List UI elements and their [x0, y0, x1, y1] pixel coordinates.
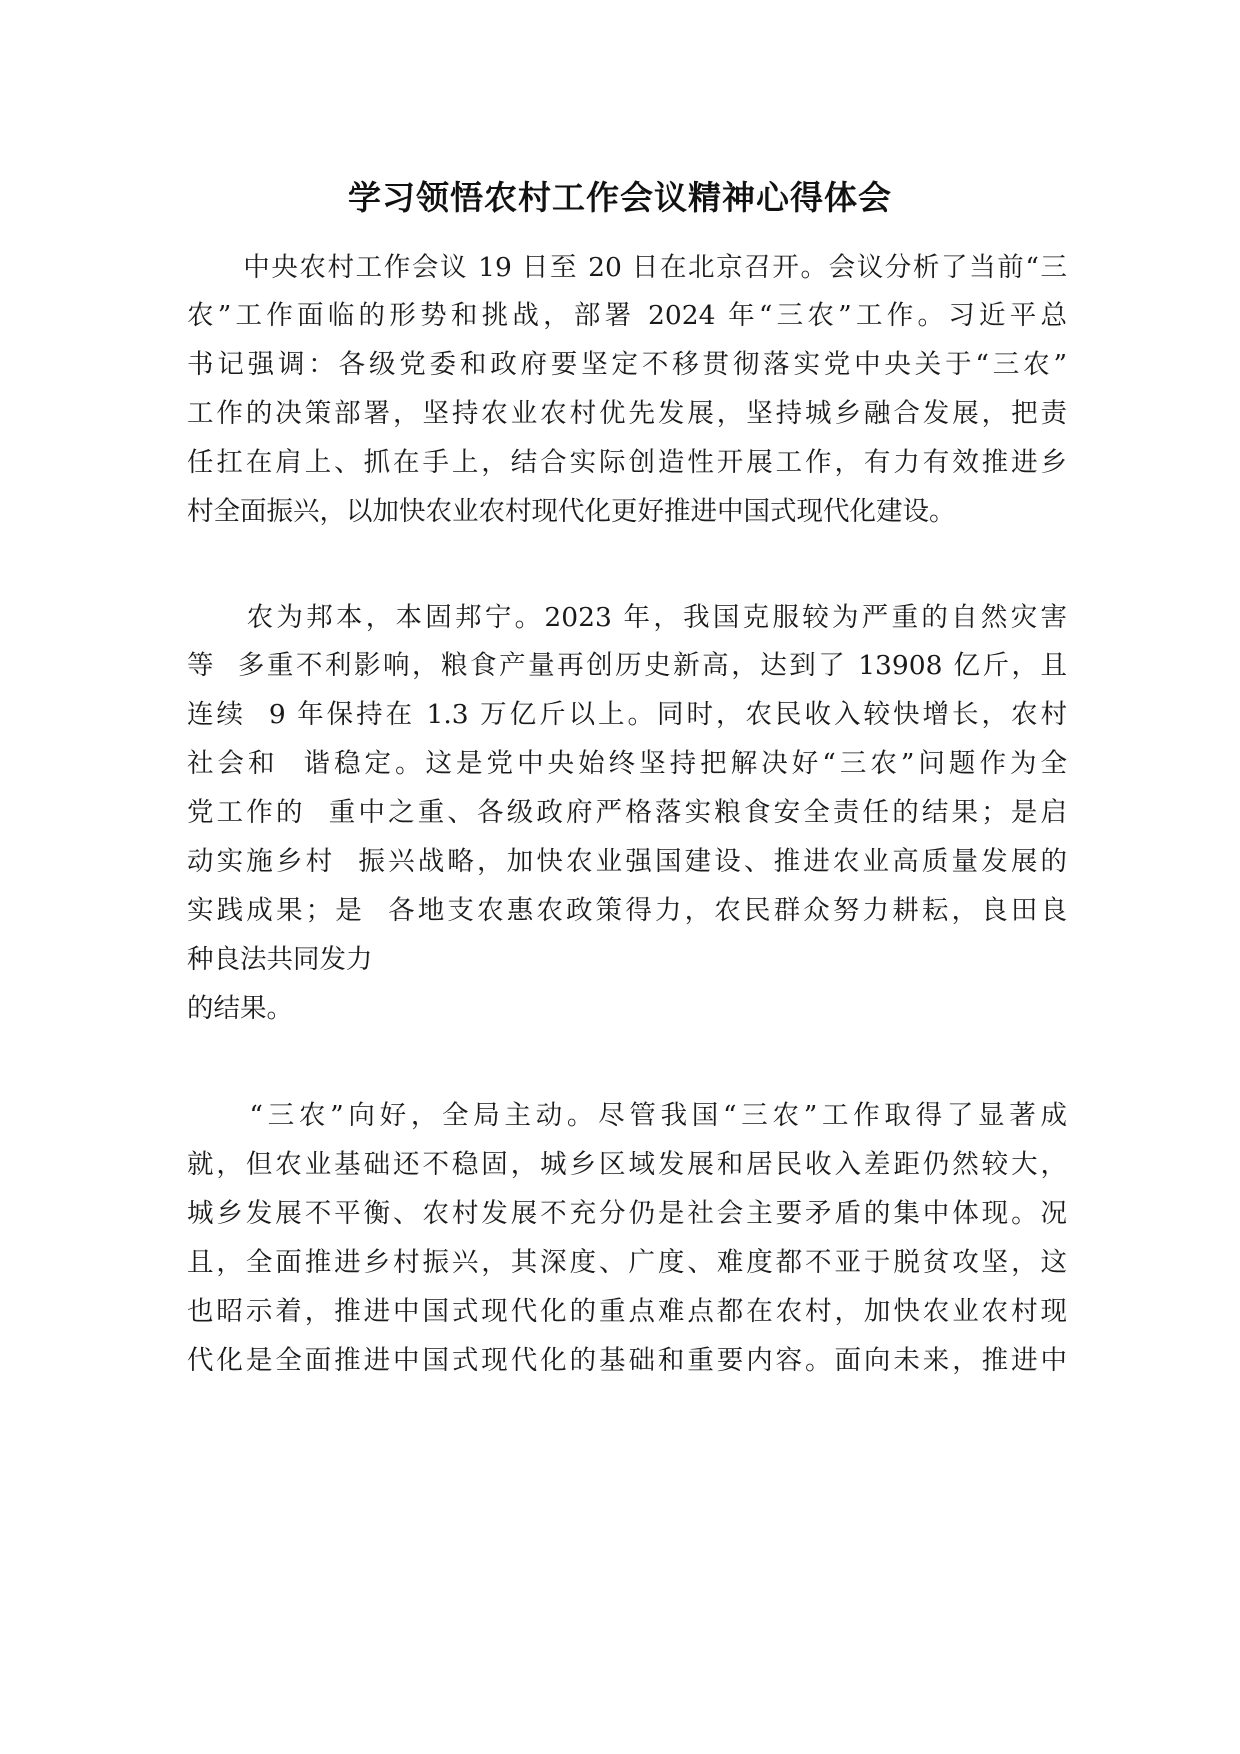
- paragraph-2-line-9: 的结果。: [187, 993, 293, 1024]
- paragraph-1-line-5: 任扛在肩上、抓在手上，结合实际创造性开展工作，有力有效推进乡: [187, 447, 1067, 478]
- paragraph-3-line-6: 代化是全面推进中国式现代化的基础和重要内容。面向未来，推进中: [187, 1345, 1067, 1376]
- paragraph-2-line-3: 连续 9 年保持在 1.3 万亿斤以上。同时，农民收入较快增长，农村: [187, 699, 1067, 730]
- paragraph-2-line-7: 实践成果；是 各地支农惠农政策得力，农民群众努力耕耘，良田良: [187, 895, 1067, 926]
- paragraph-3-line-3: 城乡发展不平衡、农村发展不充分仍是社会主要矛盾的集中体现。况: [187, 1198, 1067, 1229]
- paragraph-2-line-4: 社会和 谐稳定。这是党中央始终坚持把解决好“三农”问题作为全: [187, 748, 1067, 779]
- paragraph-1-line-3: 书记强调：各级党委和政府要坚定不移贯彻落实党中央关于“三农”: [187, 349, 1067, 380]
- document-title: 学习领悟农村工作会议精神心得体会: [348, 178, 892, 217]
- paragraph-2-line-6: 动实施乡村 振兴战略，加快农业强国建设、推进农业高质量发展的: [187, 846, 1067, 877]
- paragraph-1-line-4: 工作的决策部署，坚持农业农村优先发展，坚持城乡融合发展，把责: [187, 398, 1067, 429]
- paragraph-3-line-5: 也昭示着，推进中国式现代化的重点难点都在农村，加快农业农村现: [187, 1296, 1067, 1327]
- paragraph-2-line-1: 农为邦本，本固邦宁。2023 年，我国克服较为严重的自然灾害: [187, 602, 1067, 633]
- paragraph-2-line-8: 种良法共同发力: [187, 944, 373, 975]
- paragraph-1-line-6: 村全面振兴，以加快农业农村现代化更好推进中国式现代化建设。: [187, 496, 956, 527]
- paragraph-1-line-1: 中央农村工作会议 19 日至 20 日在北京召开。会议分析了当前“三: [187, 252, 1067, 283]
- paragraph-1-line-2: 农”工作面临的形势和挑战，部署 2024 年“三农”工作。习近平总: [187, 300, 1067, 331]
- paragraph-3-line-4: 且，全面推进乡村振兴，其深度、广度、难度都不亚于脱贫攻坚，这: [187, 1247, 1067, 1278]
- paragraph-3-line-1: “三农”向好，全局主动。尽管我国“三农”工作取得了显著成: [187, 1100, 1067, 1131]
- paragraph-3-line-2: 就，但农业基础还不稳固，城乡区域发展和居民收入差距仍然较大，: [187, 1149, 1067, 1180]
- paragraph-2-line-2: 等 多重不利影响，粮食产量再创历史新高，达到了 13908 亿斤，且: [187, 650, 1067, 681]
- paragraph-2-line-5: 党工作的 重中之重、各级政府严格落实粮食安全责任的结果；是启: [187, 797, 1067, 828]
